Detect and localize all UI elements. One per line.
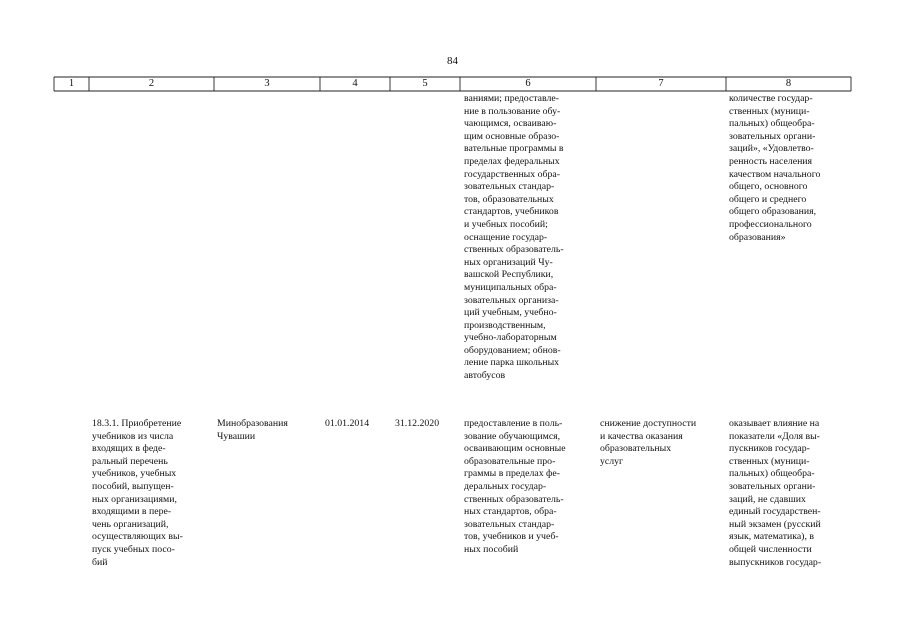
column-number-5: 5	[422, 78, 428, 89]
start-date: 01.01.2014	[325, 418, 370, 429]
end-date: 31.12.2020	[395, 418, 440, 429]
column-number-7: 7	[658, 78, 664, 89]
continuation-col6-text: ваниями; предоставле- ние в пользование обу- чающимся, осваиваю- щим основные образо- вательные программы в пределах федеральных государственных обра- зовательных стандар- тов, образовательных стандартов, учебников и учебных пособий; оснащение государ- ственных образователь- ных организаций Чу- вашской Республики, муниципальных обра- зовательных организа- ций учебным, учебно- производственным, учебно-лабораторным оборудованием; обнов- ление парка школьных автобусов	[464, 93, 564, 382]
column-number-4: 4	[352, 78, 358, 89]
column-number-3: 3	[264, 78, 270, 89]
column-number-2: 2	[148, 78, 155, 89]
non-implementation-consequences: снижение доступности и качества оказания образовательных услуг	[600, 418, 697, 467]
page-number: 84	[447, 55, 458, 67]
continuation-col8-text: количестве государ- ственных (муници- пальных) общеобра- зовательных органи- заций», «Удовлетво- ренность населения качеством начального общего, основного общего и среднего общего образования, профессионального образования»	[729, 93, 821, 243]
column-number-1: 1	[68, 78, 75, 89]
column-number-8: 8	[785, 78, 792, 89]
expected-result: предоставление в поль- зование обучающимся, осваивающим основные образовательные про- граммы в пределах фе- деральных государ- ственных образователь- ных стандартов, обра- зовательных стандар- тов, учебников и учеб- ных пособий	[464, 418, 566, 555]
measure-name: 18.3.1. Приобретение учебников из числа входящих в феде- ральный перечень учебников, учебных пособий, выпущен- ных организациями, входящими в пере- чень организаций, осуществляющих вы- пуск учебных посо- бий	[92, 418, 183, 568]
responsible-executor: Минобразования Чувашии	[217, 418, 288, 442]
indicator-relation: оказывает влияние на показатели «Доля вы- пускников государ- ственных (муници- пальных) общеобра- зовательных органи- заций, не сдавших единый государствен- ный экзамен (русский язык, математика), в общей численности выпускников государ-	[729, 418, 822, 568]
column-number-6: 6	[525, 78, 531, 89]
